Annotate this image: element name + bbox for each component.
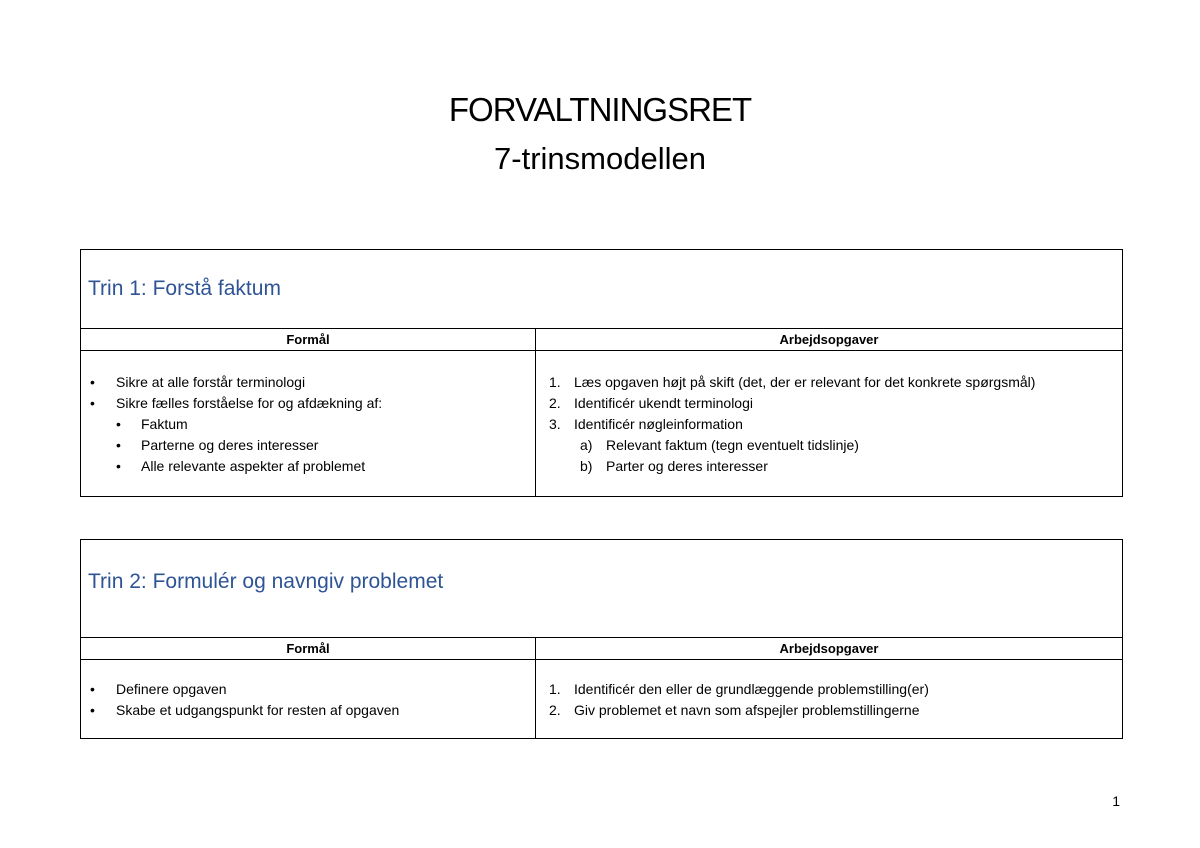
list-marker: 1. [549, 374, 561, 390]
list-item: • Definere opgaven [81, 679, 535, 700]
list-item: • Faktum [81, 414, 535, 435]
step-2-table [80, 539, 1123, 739]
list-item [536, 456, 1122, 477]
list-item [536, 414, 1122, 435]
document-title: FORVALTNINGSRET [448, 91, 752, 128]
list-marker: 1. [549, 681, 561, 697]
list-marker: 2. [549, 395, 561, 411]
list-item [536, 435, 1122, 456]
list-marker: 2. [549, 702, 561, 718]
list-item: • Skabe et udgangspunkt for resten af opgaven [81, 700, 535, 721]
list-item-text: Identificér ukendt terminologi [574, 395, 753, 411]
list-item [536, 393, 1122, 414]
list-marker: a) [580, 437, 593, 453]
list-item: • Alle relevante aspekter af problemet [81, 456, 535, 477]
step-2-tasks-list [536, 679, 1122, 721]
step-1-heading: Trin 1: Forstå faktum [81, 250, 1123, 329]
list-item [536, 679, 1122, 700]
step-2-tasks-header: Arbejdsopgaver [536, 638, 1123, 660]
list-marker: 3. [549, 416, 561, 432]
step-1-tasks-list [536, 372, 1122, 477]
list-item [536, 700, 1122, 721]
list-item-text: Parter og deres interesser [606, 458, 768, 474]
list-item: • Parterne og deres interesser [81, 435, 535, 456]
list-item [536, 372, 1122, 393]
step-1-table [80, 249, 1123, 497]
list-item-text: Identificér den eller de grundlæggende problemstilling(er) [574, 681, 929, 697]
list-marker: b) [580, 458, 593, 474]
step-1-tasks-cell [536, 351, 1123, 497]
list-item: • Sikre at alle forstår terminologi [81, 372, 535, 393]
step-1-purpose-list [81, 372, 535, 477]
step-2-tasks-cell [536, 660, 1123, 739]
step-1-purpose-cell [81, 351, 536, 497]
step-1-tasks-header: Arbejdsopgaver [536, 329, 1123, 351]
step-2-purpose-list [81, 679, 535, 721]
list-item-text: Giv problemet et navn som afspejler problemstillingerne [574, 702, 920, 718]
step-2-purpose-cell [81, 660, 536, 739]
page-number: 1 [1112, 793, 1120, 809]
list-item-text: Læs opgaven højt på skift (det, der er relevant for det konkrete spørgsmål) [574, 374, 1036, 390]
list-item-text: Relevant faktum (tegn eventuelt tidslinje) [606, 437, 859, 453]
step-2-heading: Trin 2: Formulér og navngiv problemet [81, 540, 1123, 638]
document-subtitle: 7-trinsmodellen [494, 141, 706, 176]
step-2-purpose-header: Formål [81, 638, 536, 660]
list-item: • Sikre fælles forståelse for og afdækning af: [81, 393, 535, 414]
list-item-text: Identificér nøgleinformation [574, 416, 743, 432]
step-1-purpose-header: Formål [81, 329, 536, 351]
